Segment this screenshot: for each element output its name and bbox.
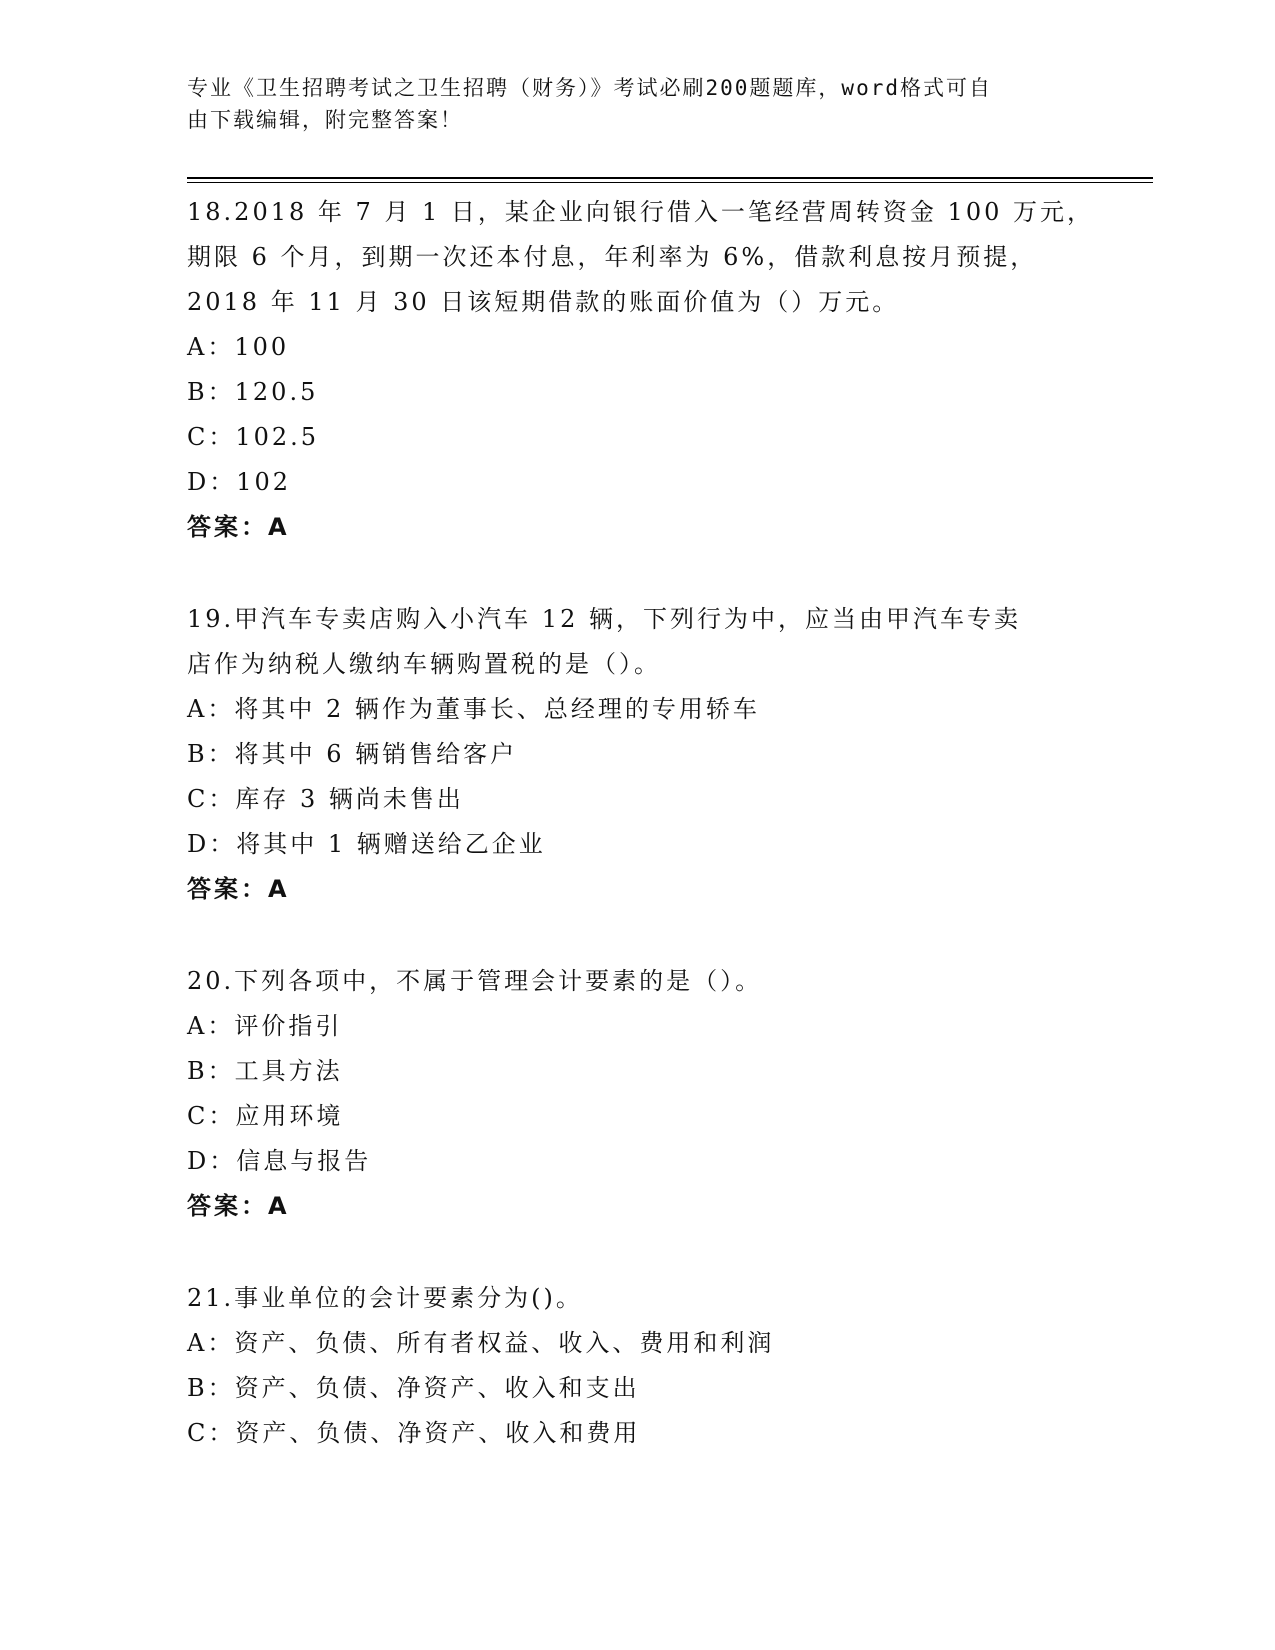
option-b: B：工具方法 <box>187 1057 343 1085</box>
question-spacer <box>187 912 1087 959</box>
header-line-2: 由下载编辑，附完整答案！ <box>187 108 463 132</box>
question-stem-line: 店作为纳税人缴纳车辆购置税的是（）。 <box>187 650 661 678</box>
question-stem-line: 21.事业单位的会计要素分为()。 <box>187 1284 583 1312</box>
question-spacer <box>187 1229 1087 1276</box>
option-b: B：120.5 <box>187 378 319 406</box>
question-stem-line: 20.下列各项中，不属于管理会计要素的是（）。 <box>187 967 763 995</box>
option-c: C：应用环境 <box>187 1102 344 1130</box>
header-divider-thick <box>187 177 1153 179</box>
question-stem <box>187 959 1087 1004</box>
option-a: A：评价指引 <box>187 1012 343 1040</box>
question-stem <box>187 1276 1087 1321</box>
answer-line: 答案：A <box>187 1192 290 1220</box>
answer-line: 答案：A <box>187 875 290 903</box>
header-line-1: 专业《卫生招聘考试之卫生招聘（财务）》考试必刷200题题库，word格式可自 <box>187 76 992 100</box>
question-stem-line: 19.甲汽车专卖店购入小汽车 12 辆，下列行为中，应当由甲汽车专卖 <box>187 605 1021 633</box>
option-c: C：102.5 <box>187 423 320 451</box>
option-d: D：信息与报告 <box>187 1147 372 1175</box>
answer-line: 答案：A <box>187 513 290 541</box>
question-stem-line: 18.2018 年 7 月 1 日，某企业向银行借入一笔经营周转资金 100 万元， <box>187 198 1094 226</box>
question-spacer <box>187 550 1087 597</box>
option-a: A：100 <box>187 333 290 361</box>
document-header <box>187 72 1067 136</box>
question-block <box>187 1276 1087 1456</box>
question-stem-line: 期限 6 个月，到期一次还本付息，年利率为 6%，借款利息按月预提， <box>187 243 1038 271</box>
question-block <box>187 190 1094 550</box>
option-c: C：库存 3 辆尚未售出 <box>187 785 464 813</box>
option-d: D：102 <box>187 468 292 496</box>
question-stem <box>187 597 1087 687</box>
option-d: D：将其中 1 辆赠送给乙企业 <box>187 830 546 858</box>
option-a: A：将其中 2 辆作为董事长、总经理的专用轿车 <box>187 695 760 723</box>
option-a: A：资产、负债、所有者权益、收入、费用和利润 <box>187 1329 775 1357</box>
question-stem <box>187 190 1094 325</box>
option-c: C：资产、负债、净资产、收入和费用 <box>187 1419 641 1447</box>
question-block <box>187 959 1087 1229</box>
option-b: B：将其中 6 辆销售给客户 <box>187 740 518 768</box>
option-b: B：资产、负债、净资产、收入和支出 <box>187 1374 640 1402</box>
question-list <box>187 190 1094 1456</box>
header-divider-thin <box>187 182 1153 183</box>
question-stem-line: 2018 年 11 月 30 日该短期借款的账面价值为（）万元。 <box>187 288 900 316</box>
question-block <box>187 597 1087 912</box>
